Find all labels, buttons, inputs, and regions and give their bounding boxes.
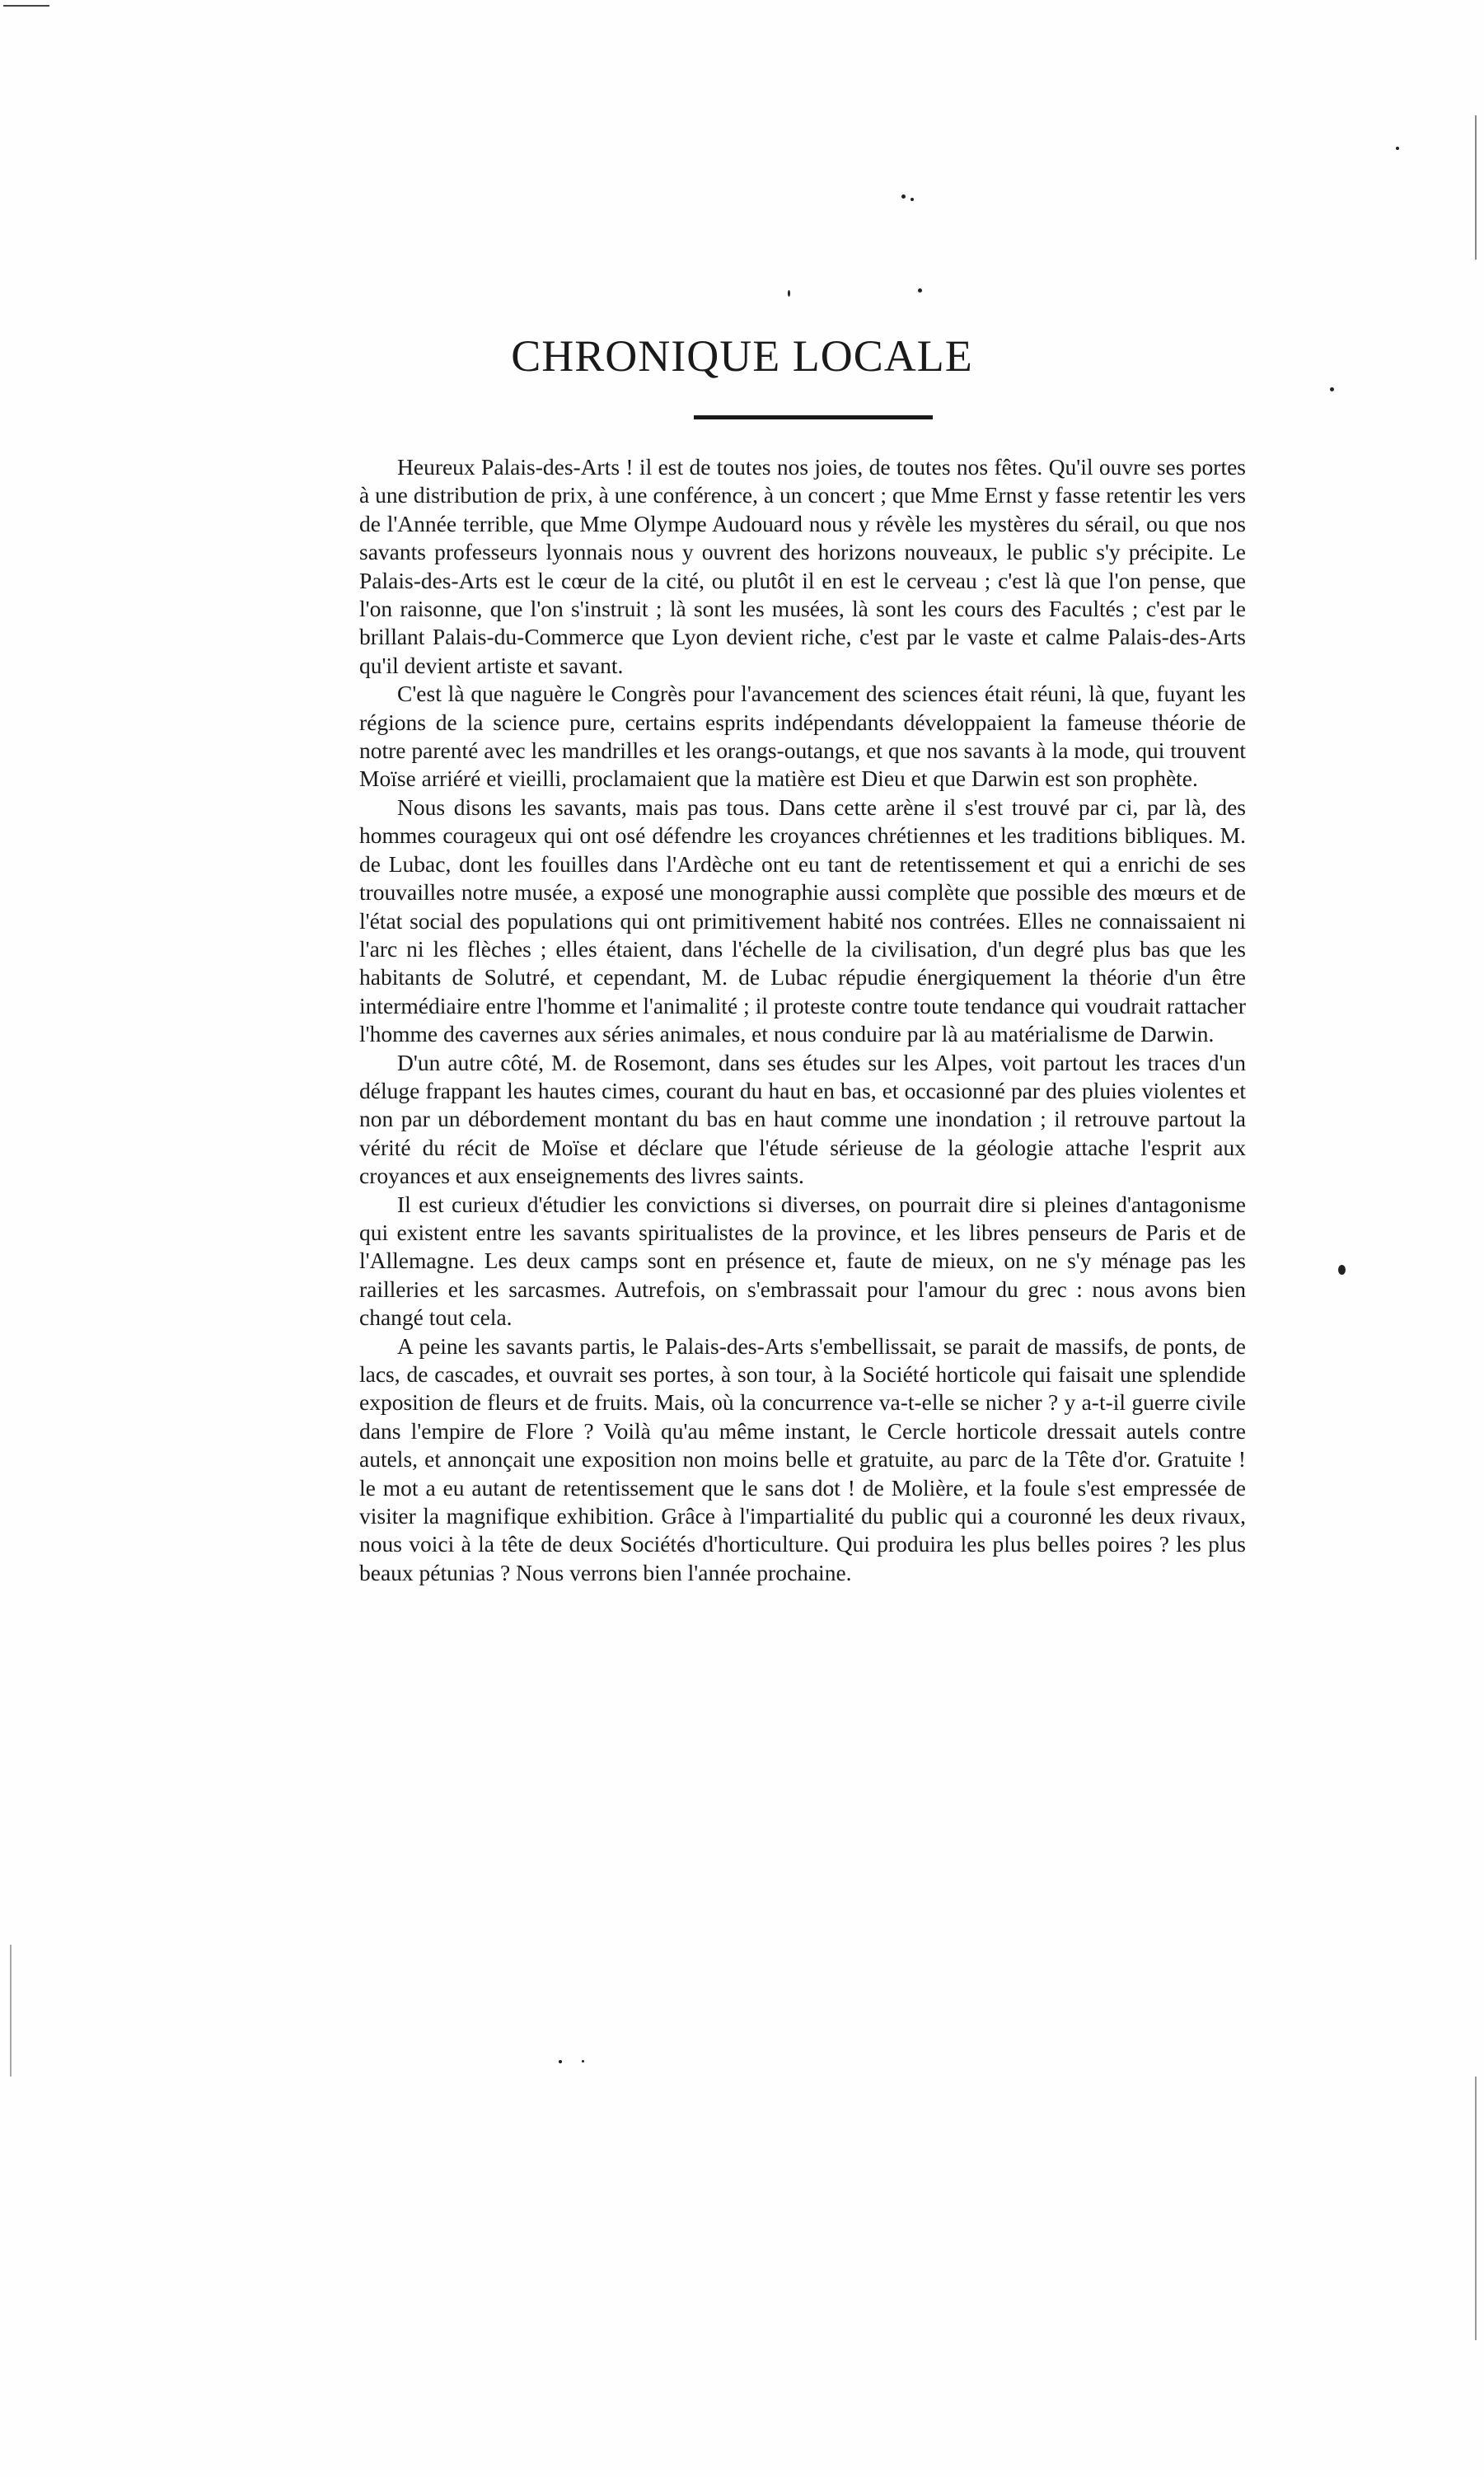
margin-line <box>1475 2077 1477 2340</box>
paragraph: A peine les savants partis, le Palais-des-Arts s'embellissait, se parait de massifs, de ponts, de lacs, de cascades, et ouvrait ses portes, à son tour, à la Société horticole qui faisait une splendide exposition de fleurs et de fruits. Mais, où la concurrence va-t-elle se nicher ? y a-t-il guerre civile dans l'empire de Flore ? Voilà qu'au même instant, le Cercle horticole dressait autels contre autels, et annonçait une exposition non moins belle et gratuite, au parc de la Tête d'or. Gratuite ! le mot a eu autant de retentissement que le sans dot ! de Molière, et la foule s'est empressée de visiter la magnifique exhibition. Grâce à l'impartialité du public qui a couronné les deux rivaux, nous voici à la tête de deux Sociétés d'horticulture. Qui produira les plus belles poires ? les plus beaux pétunias ? Nous verrons bien l'année prochaine. <box>359 1332 1246 1585</box>
scan-speck <box>901 194 906 199</box>
article-body <box>359 453 1246 1587</box>
scan-speck <box>582 2060 584 2063</box>
scan-speck <box>911 198 914 201</box>
margin-mark <box>3 5 49 7</box>
paragraph: C'est là que naguère le Congrès pour l'avancement des sciences était réuni, là que, fuyant les régions de la science pure, certains esprits indépendants développaient la fameuse théorie de notre parenté avec les mandrilles et les orangs-outangs, et que nos savants à la mode, qui trouvent Moïse arriéré et vieilli, proclamaient que la matière est Dieu et que Darwin est son prophète. <box>359 681 1246 792</box>
scan-speck <box>559 2060 562 2063</box>
margin-line <box>1475 115 1477 260</box>
paragraph: Heureux Palais-des-Arts ! il est de toutes nos joies, de toutes nos fêtes. Qu'il ouvre ses portes à une distribution de prix, à une conférence, à un concert ; que Mme Ernst y fasse retentir les vers de l'Année terrible, que Mme Olympe Audouard nous y révèle les mystères du sérail, ou que nos savants professeurs lyonnais nous y ouvrent des horizons nouveaux, le public s'y précipite. Le Palais-des-Arts est le cœur de la cité, ou plutôt il en est le cerveau ; c'est là que l'on pense, que l'on raisonne, que l'on s'instruit ; là sont les musées, là sont les cours des Facultés ; c'est par le brillant Palais-du-Commerce que Lyon devient riche, c'est par le vaste et calme Palais-des-Arts qu'il devient artiste et savant. <box>359 454 1246 678</box>
scan-speck <box>918 288 922 293</box>
paragraph: Nous disons les savants, mais pas tous. Dans cette arène il s'est trouvé par ci, par là, des hommes courageux qui ont osé défendre les croyances chrétiennes et les traditions bibliques. M. de Lubac, dont les fouilles dans l'Ardèche ont eu tant de retentissement et qui a enrichi de ses trouvailles notre musée, a exposé une monographie aussi complète que possible des mœurs et de l'état social des populations qui ont primitivement habité nos contrées. Elles ne connaissaient ni l'arc ni les flèches ; elles étaient, dans l'échelle de la civilisation, d'un degré plus bas que les habitants de Solutré, et cependant, M. de Lubac répudie énergiquement la théorie d'un être intermédiaire entre l'homme et l'animalité ; il proteste contre toute tendance qui voudrait rattacher l'homme des cavernes aux séries animales, et nous conduire par là au matérialisme de Darwin. <box>359 794 1246 1047</box>
paragraph: Il est curieux d'étudier les convictions si diverses, on pourrait dire si pleines d'antagonisme qui existent entre les savants spiritualistes de la province, et les libres penseurs de Paris et de l'Allemagne. Les deux camps sont en présence et, faute de mieux, on ne s'y ménage pas les railleries et les sarcasmes. Autrefois, on s'embrassait pour l'amour du grec : nous avons bien changé tout cela. <box>359 1191 1246 1331</box>
scan-speck <box>1396 147 1399 150</box>
scan-speck <box>788 290 790 297</box>
scan-speck <box>1330 387 1334 391</box>
scan-speck <box>1338 1265 1346 1275</box>
title-rule <box>694 415 933 419</box>
page-title: CHRONIQUE LOCALE <box>511 331 973 381</box>
paragraph: D'un autre côté, M. de Rosemont, dans ses études sur les Alpes, voit partout les traces d'un déluge frappant les hautes cimes, courant du haut en bas, et occasionné par des pluies violentes et non par un débordement montant du bas en haut comme une inondation ; il retrouve partout la vérité du récit de Moïse et déclare que l'étude sérieuse de la géologie attache l'esprit aux croyances et aux enseignements des livres saints. <box>359 1049 1246 1189</box>
margin-line <box>10 1945 12 2077</box>
